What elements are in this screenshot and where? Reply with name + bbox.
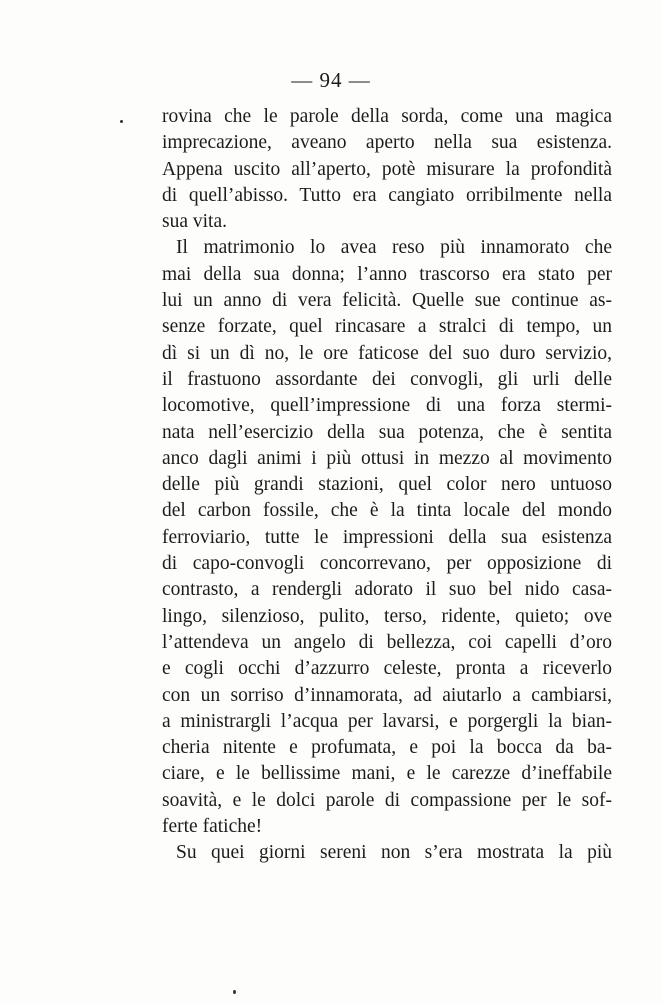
ink-speck [233,990,236,994]
text-line: lingo, silenzioso, pulito, terso, ridente, quieto; ove [162,605,612,627]
text-line: anco dagli animi i più ottusi in mezzo al movimento [162,447,612,469]
body-text [162,104,612,867]
text-line: il frastuono assordante dei convogli, gli urli delle [162,368,612,390]
ink-speck [120,120,123,123]
text-line: locomotive, quell’impressione di una forza stermi- [162,395,612,417]
text-line: nata nell’esercizio della sua potenza, che è sentita [162,421,612,443]
text-line: ferroviario, tutte le impressioni della sua esistenza [162,526,612,548]
text-line: rovina che le parole della sorda, come una magica [162,106,612,127]
text-line: Appena uscito all’aperto, potè misurare la profondità [162,158,612,180]
text-line: delle più grandi stazioni, quel color nero untuoso [162,474,612,496]
text-line: con un sorriso d’innamorata, ad aiutarlo a cambiarsi, [162,684,612,706]
text-line: ferte fatiche! [162,816,263,838]
text-line: mai della sua donna; l’anno trascorso era stato per [162,263,612,285]
text-line: lui un anno di vera felicità. Quelle sue continue as- [162,290,612,312]
text-line: a ministrargli l’acqua per lavarsi, e porgergli la bian- [162,710,612,732]
text-line: sua vita. [162,211,227,233]
page-number: — 94 — [291,68,371,92]
text-line: dì si un dì no, le ore faticose del suo duro servizio, [162,342,612,364]
text-line: e cogli occhi d’azzurro celeste, pronta a riceverlo [162,658,612,680]
text-line: del carbon fossile, che è la tinta locale del mondo [162,500,612,522]
text-line: di quell’abisso. Tutto era cangiato orribilmente nella [162,184,612,206]
text-line: l’attendeva un angelo di bellezza, coi capelli d’oro [162,631,612,653]
text-line: soavità, e le dolci parole di compassione per le sof- [162,789,612,811]
text-line: di capo-convogli concorrevano, per opposizione di [162,553,612,575]
text-line: cheria nitente e profumata, e poi la bocca da ba- [162,737,612,759]
text-line: ciare, e le bellissime mani, e le carezze d’ineffabile [162,763,612,785]
text-line: contrasto, a rendergli adorato il suo bel nido casa- [162,579,612,601]
text-line: Su quei giorni sereni non s’era mostrata la più [176,842,612,864]
text-line: imprecazione, aveano aperto nella sua esistenza. [162,132,612,154]
text-line: senze forzate, quel rincasare a stralci di tempo, un [162,316,612,338]
text-line: Il matrimonio lo avea reso più innamorato che [176,237,612,259]
